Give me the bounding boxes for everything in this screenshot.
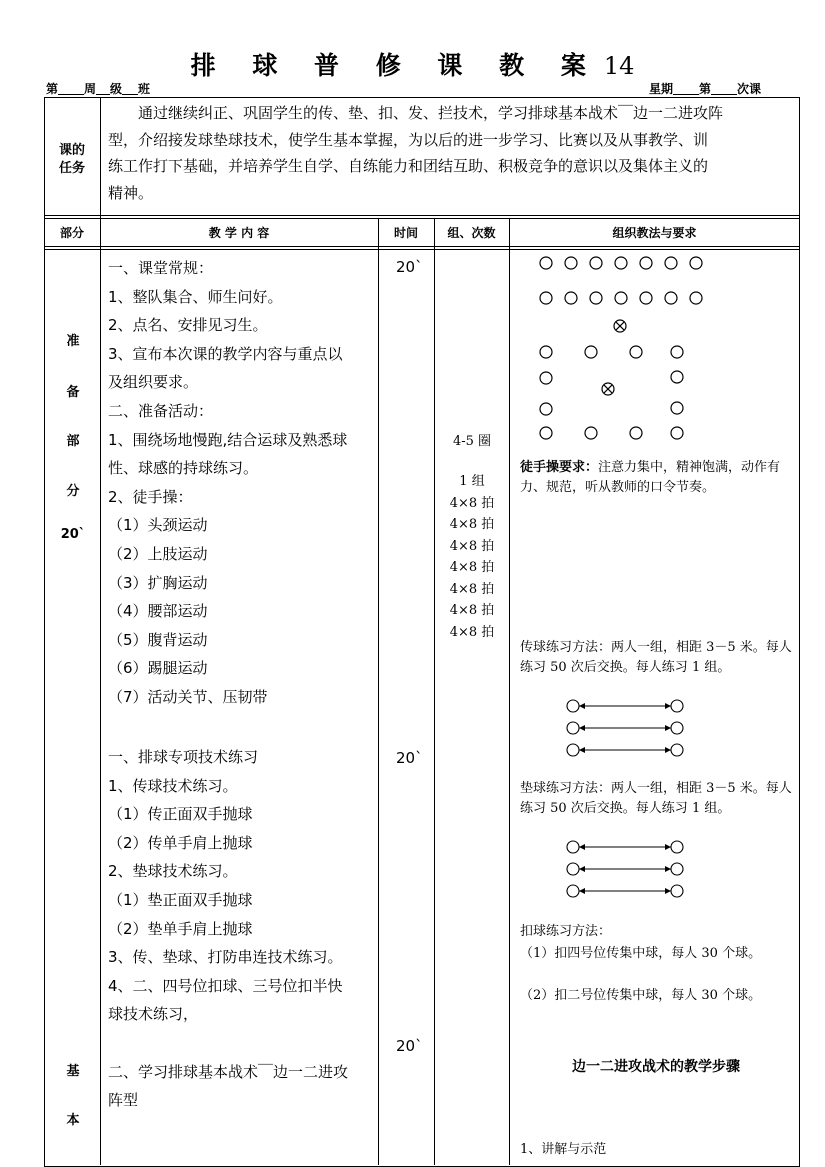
col-header-count: 组、次数 (447, 226, 496, 240)
teacher-marker-2 (602, 383, 614, 395)
basic-label-2: 本 (66, 1113, 80, 1128)
basic-time-2: 20` (396, 1037, 423, 1055)
spike-practice-1: （1）扣四号位传集中球，每人 30 个球。 (520, 946, 762, 961)
basic-time-1: 20` (396, 749, 423, 767)
prep-time: 20` (396, 258, 423, 276)
table-rule (100, 97, 101, 1165)
page-title: 排 球 普 修 课 教 案 14 (190, 51, 635, 80)
tactic-steps-title: 边一二进攻战术的教学步骤 (572, 1059, 740, 1075)
table-rule (434, 218, 435, 1165)
pass-pair-diagram (560, 697, 690, 761)
formation-diagram (510, 250, 800, 450)
prep-label-1: 准 (66, 334, 80, 349)
col-header-time: 时间 (393, 226, 418, 240)
table-rule (44, 246, 800, 247)
task-label: 课的 任务 (58, 143, 85, 176)
weekday-lesson-line: 星期 第 次课 (649, 82, 762, 96)
prep-label-5: 20` (60, 527, 86, 542)
lesson-number: 14 (603, 52, 635, 80)
prep-label-3: 部 (66, 434, 80, 449)
tactic-step-1: 1、讲解与示范 (520, 1142, 607, 1157)
week-class-line: 第 周 级 班 (46, 82, 151, 96)
spike-practice-title: 扣球练习方法： (520, 924, 612, 939)
col-header-method: 组织教法与要求 (612, 226, 697, 240)
prep-label-2: 备 (66, 385, 80, 400)
basic-content: 一、排球专项技术练习 1、传球技术练习。 （1）传正面双手抛球 （2）传单手肩上抛球 2、垫球技术练习。 （1）垫正面双手抛球 （2）垫单手肩上抛球 3、传、垫球、打防串连技术练习。 4、二、四号位扣球、三号位扣半快 球技术练习， 二、学习排球基本战术￣边一二进攻 阵型 (108, 748, 349, 1110)
pass-practice-method: 传球练习方法：两人一组，相距 3－5 米。每人练习 50 次后交换。每人练习 1 组。 (520, 640, 792, 675)
basic-label-1: 基 (66, 1064, 80, 1079)
table-rule (44, 218, 800, 219)
dig-practice-method: 垫球练习方法：两人一组，相距 3－5 米。每人练习 50 次后交换。每人练习 1 组。 (520, 781, 792, 816)
lesson-task: 通过继续纠正、巩固学生的传、垫、扣、发、拦技术，学习排球基本战术￣边一二进攻阵 型，介绍接发球垫球技术，使学生基本掌握，为以后的进一步学习、比赛以及从事教学、训 练工作打下基础，并培养学生自学、自练能力和团结互助、积极竞争的意识以及集体主义的 精神。 (108, 104, 724, 202)
col-header-part: 部分 (59, 226, 84, 240)
table-rule (44, 215, 800, 216)
prep-content: 一、课堂常规： 1、整队集合、师生问好。 2、点名、安排见习生。 3、宣布本次课的教学内容与重点以 及组织要求。 二、准备活动： 1、围绕场地慢跑,结合运球及熟悉球 性、球感的持球练习。 2、徒手操： （1）头颈运动 （2）上肢运动 （3）扩胸运动 （4）腰部运动 （5）腹背运动 （6）踢腿运动 （7）活动关节、压韧带 (108, 259, 348, 706)
teacher-marker-1 (614, 320, 626, 332)
prep-counts: 4-5 圈 1 组 4×8 拍 4×8 拍 4×8 拍 4×8 拍 4×8 拍 4×8 拍 4×8 拍 (449, 434, 495, 640)
col-header-content: 教 学 内 容 (208, 226, 270, 240)
prep-label-4: 分 (66, 484, 80, 499)
spike-practice-2: （2）扣二号位传集中球，每人 30 个球。 (520, 988, 762, 1003)
table-rule (378, 218, 379, 1165)
exercise-requirement: 徒手操要求：注意力集中，精神饱满，动作有力、规范，听从教师的口令节奏。 (520, 460, 781, 495)
dig-pair-diagram (560, 838, 690, 902)
